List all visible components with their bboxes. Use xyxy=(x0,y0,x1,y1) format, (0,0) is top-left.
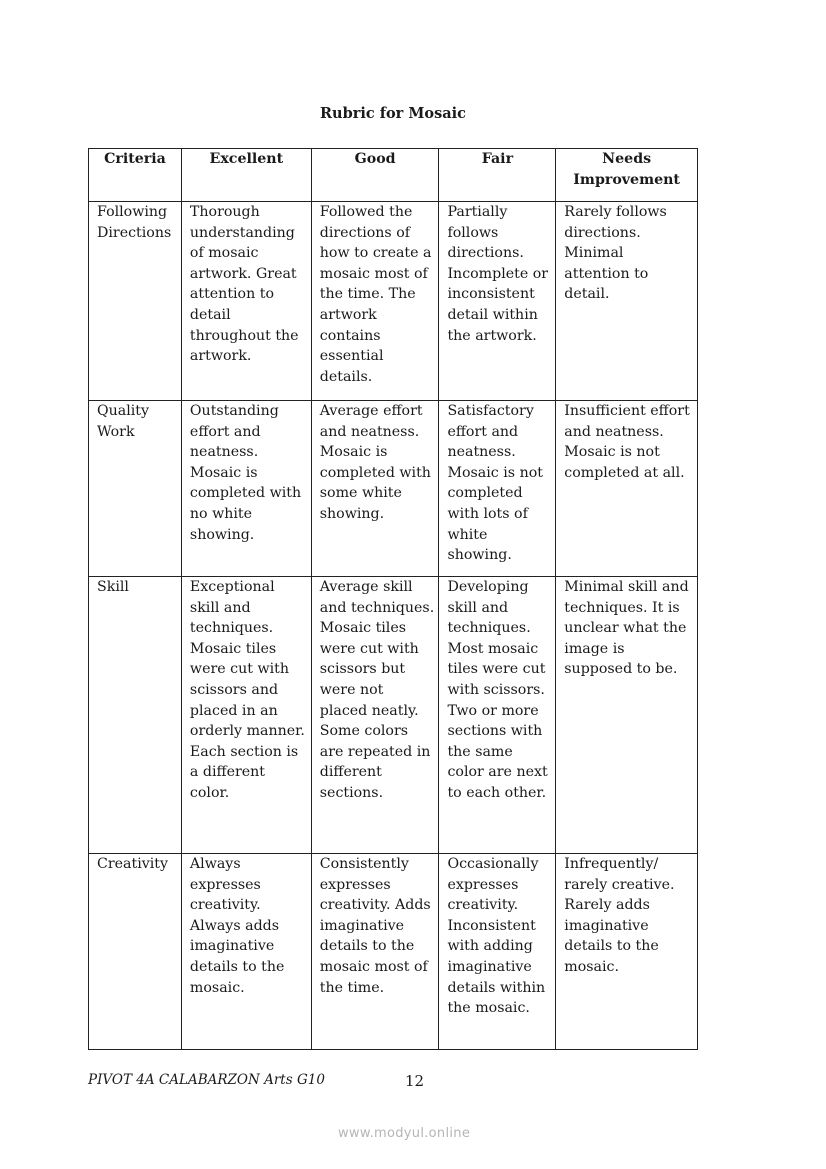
rubric-table xyxy=(88,148,698,1050)
needs-improvement-cell: Minimal skill and techniques. It is unclear what the image is supposed to be. xyxy=(556,577,698,854)
table-row xyxy=(89,202,698,401)
criteria-cell: Creativity xyxy=(89,854,182,1050)
fair-cell: Partially follows directions. Incomplete or inconsistent detail within the artwork. xyxy=(439,202,556,401)
table-row xyxy=(89,577,698,854)
table-row xyxy=(89,401,698,577)
header-criteria: Criteria xyxy=(89,149,182,202)
footer-source: PIVOT 4A CALABARZON Arts G10 xyxy=(88,1072,325,1088)
fair-cell: Occasionally expresses creativity. Inconsistent with adding imaginative details within the mosaic. xyxy=(439,854,556,1050)
header-needs-improvement: Needs Improvement xyxy=(556,149,698,202)
excellent-cell: Always expresses creativity. Always adds imaginative details to the mosaic. xyxy=(181,854,311,1050)
needs-improvement-cell: Insufficient effort and neatness. Mosaic is not completed at all. xyxy=(556,401,698,577)
criteria-cell: Skill xyxy=(89,577,182,854)
page-number: 12 xyxy=(405,1072,425,1090)
good-cell: Consistently expresses creativity. Adds imaginative details to the mosaic most of the time. xyxy=(311,854,439,1050)
table-row xyxy=(89,854,698,1050)
header-excellent: Excellent xyxy=(181,149,311,202)
fair-cell: Developing skill and techniques. Most mosaic tiles were cut with scissors. Two or more sections with the same color are next to each other. xyxy=(439,577,556,854)
good-cell: Followed the directions of how to create a mosaic most of the time. The artwork contains essential details. xyxy=(311,202,439,401)
table-header-row xyxy=(89,149,698,202)
good-cell: Average effort and neatness. Mosaic is completed with some white showing. xyxy=(311,401,439,577)
needs-improvement-cell: Rarely follows directions. Minimal attention to detail. xyxy=(556,202,698,401)
website-watermark: www.modyul.online xyxy=(338,1126,471,1141)
document-title: Rubric for Mosaic xyxy=(320,105,466,122)
fair-cell: Satisfactory effort and neatness. Mosaic is not completed with lots of white showing. xyxy=(439,401,556,577)
excellent-cell: Exceptional skill and techniques. Mosaic tiles were cut with scissors and placed in an orderly manner. Each section is a different color. xyxy=(181,577,311,854)
excellent-cell: Thorough understanding of mosaic artwork. Great attention to detail throughout the artwork. xyxy=(181,202,311,401)
header-good: Good xyxy=(311,149,439,202)
good-cell: Average skill and techniques. Mosaic tiles were cut with scissors but were not placed neatly. Some colors are repeated in different sections. xyxy=(311,577,439,854)
criteria-cell: Quality Work xyxy=(89,401,182,577)
criteria-cell: Following Directions xyxy=(89,202,182,401)
needs-improvement-cell: Infrequently/ rarely creative. Rarely adds imaginative details to the mosaic. xyxy=(556,854,698,1050)
header-fair: Fair xyxy=(439,149,556,202)
excellent-cell: Outstanding effort and neatness. Mosaic is completed with no white showing. xyxy=(181,401,311,577)
